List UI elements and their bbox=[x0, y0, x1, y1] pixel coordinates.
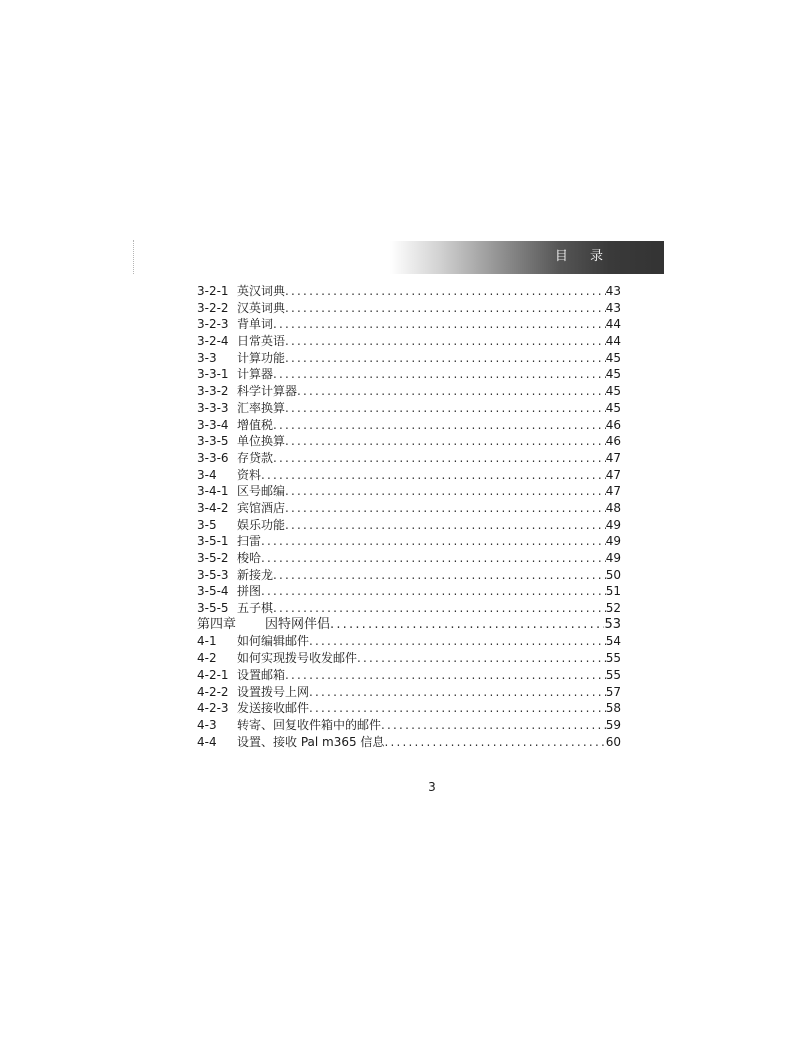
toc-entry[interactable] bbox=[197, 583, 621, 600]
toc-entry-number: 3-4 bbox=[197, 467, 217, 482]
toc-entry[interactable] bbox=[197, 533, 621, 550]
toc-leader-dots bbox=[273, 600, 606, 617]
toc-entry-title: 增值税 bbox=[237, 417, 274, 432]
toc-entry-title: 汉英词典 bbox=[237, 300, 286, 315]
toc-entry-number: 3-5-1 bbox=[197, 534, 229, 549]
toc-leader-dots bbox=[261, 583, 606, 600]
toc-entry-title: 因特网伴侣 bbox=[265, 616, 331, 632]
toc-entry-title: 拼图 bbox=[237, 584, 262, 599]
toc-entry-page: 45 bbox=[605, 384, 621, 399]
toc-entry-title: 设置拨号上网 bbox=[237, 684, 310, 699]
toc-leader-dots bbox=[381, 717, 606, 734]
toc-entry-page: 47 bbox=[605, 484, 621, 499]
toc-entry-page: 45 bbox=[605, 367, 621, 382]
toc-entry-page: 58 bbox=[605, 701, 621, 716]
toc-entry-page: 54 bbox=[605, 634, 621, 649]
toc-entry-page: 46 bbox=[605, 434, 621, 449]
toc-leader-dots bbox=[285, 400, 606, 417]
toc-leader-dots bbox=[285, 283, 606, 300]
toc-entry[interactable] bbox=[197, 734, 621, 751]
section-title: 目 录 bbox=[554, 249, 612, 264]
toc-entry-page: 55 bbox=[605, 667, 621, 682]
toc-entry-page: 43 bbox=[605, 284, 621, 298]
toc-entry-page: 49 bbox=[605, 534, 621, 549]
toc-entry-page: 44 bbox=[605, 334, 621, 349]
toc-leader-dots bbox=[261, 550, 606, 567]
toc-entry-page: 44 bbox=[605, 317, 621, 332]
margin-guide-line bbox=[133, 240, 134, 274]
toc-entry-number: 4-1 bbox=[197, 634, 217, 649]
toc-entry[interactable] bbox=[197, 717, 621, 734]
toc-leader-dots bbox=[285, 517, 606, 534]
toc-entry-page: 43 bbox=[605, 300, 621, 315]
toc-leader-dots bbox=[273, 417, 606, 434]
toc-entry-page: 50 bbox=[605, 567, 621, 582]
toc-entry-number: 4-2 bbox=[197, 651, 217, 666]
toc-entry-number: 3-5-4 bbox=[197, 584, 229, 599]
toc-entry[interactable] bbox=[197, 333, 621, 350]
toc-entry-number: 第四章 bbox=[197, 616, 237, 632]
table-of-contents bbox=[197, 283, 621, 750]
toc-leader-dots bbox=[273, 366, 606, 383]
toc-entry-page: 45 bbox=[605, 350, 621, 365]
toc-leader-dots bbox=[285, 667, 606, 684]
toc-entry[interactable] bbox=[197, 667, 621, 684]
toc-entry[interactable] bbox=[197, 633, 621, 650]
toc-entry-number: 3-2-3 bbox=[197, 317, 229, 332]
toc-entry-title: 如何编辑邮件 bbox=[237, 634, 310, 649]
toc-entry-number: 3-5-3 bbox=[197, 567, 229, 582]
toc-entry-title: 背单词 bbox=[237, 317, 274, 332]
toc-leader-dots bbox=[273, 450, 606, 467]
toc-entry-number: 3-4-2 bbox=[197, 500, 229, 515]
toc-entry-title: 五子棋 bbox=[237, 601, 274, 616]
toc-leader-dots bbox=[297, 383, 606, 400]
toc-entry-page: 51 bbox=[605, 584, 621, 599]
toc-entry[interactable] bbox=[197, 433, 621, 450]
toc-leader-dots bbox=[330, 617, 604, 634]
toc-entry-page: 45 bbox=[605, 400, 621, 415]
toc-entry[interactable] bbox=[197, 450, 621, 467]
toc-entry[interactable] bbox=[197, 316, 621, 333]
toc-entry[interactable] bbox=[197, 600, 621, 617]
toc-entry[interactable] bbox=[197, 300, 621, 317]
toc-entry-title: 如何实现拨号收发邮件 bbox=[237, 651, 358, 666]
toc-entry-number: 3-4-1 bbox=[197, 484, 229, 499]
toc-leader-dots bbox=[285, 500, 606, 517]
toc-entry-number: 3-3-4 bbox=[197, 417, 229, 432]
toc-entry-page: 57 bbox=[605, 684, 621, 699]
toc-entry-title: 扫雷 bbox=[237, 534, 262, 549]
toc-entry-page: 49 bbox=[605, 551, 621, 565]
section-header-bar bbox=[390, 241, 664, 274]
toc-entry-title: 梭哈 bbox=[237, 551, 262, 565]
toc-leader-dots bbox=[384, 734, 605, 751]
toc-leader-dots bbox=[285, 433, 606, 450]
toc-entry-title: 单位换算 bbox=[237, 434, 286, 449]
toc-entry-page: 47 bbox=[605, 467, 621, 482]
toc-entry-number: 4-2-1 bbox=[197, 667, 229, 682]
toc-leader-dots bbox=[309, 633, 606, 650]
toc-entry-number: 3-3-1 bbox=[197, 367, 229, 382]
toc-entry-page: 48 bbox=[605, 500, 621, 515]
toc-leader-dots bbox=[357, 650, 606, 667]
toc-entry[interactable] bbox=[197, 467, 621, 484]
toc-entry-number: 3-3-2 bbox=[197, 384, 229, 399]
toc-entry-title: 计算功能 bbox=[237, 350, 286, 365]
toc-entry-number: 3-5-2 bbox=[197, 551, 229, 565]
toc-entry[interactable] bbox=[197, 684, 621, 701]
toc-leader-dots bbox=[309, 700, 606, 717]
toc-entry[interactable] bbox=[197, 366, 621, 383]
toc-entry-number: 3-3 bbox=[197, 350, 217, 365]
toc-entry-number: 4-4 bbox=[197, 734, 217, 749]
toc-entry[interactable] bbox=[197, 700, 621, 717]
toc-entry[interactable] bbox=[197, 650, 621, 667]
toc-entry[interactable] bbox=[197, 417, 621, 434]
toc-leader-dots bbox=[273, 567, 606, 584]
toc-leader-dots bbox=[285, 300, 606, 317]
toc-entry-title: 汇率换算 bbox=[237, 400, 286, 415]
toc-entry-title: 设置邮箱 bbox=[237, 667, 286, 682]
toc-entry[interactable] bbox=[197, 550, 621, 567]
toc-entry[interactable] bbox=[197, 567, 621, 584]
toc-entry-number: 3-2-4 bbox=[197, 334, 229, 349]
page-number: 3 bbox=[428, 780, 436, 794]
toc-entry-title: 区号邮编 bbox=[237, 484, 286, 499]
toc-entry-number: 3-5 bbox=[197, 517, 217, 532]
toc-entry-number: 4-2-3 bbox=[197, 701, 229, 716]
toc-entry-number: 3-3-3 bbox=[197, 400, 229, 415]
toc-entry-page: 49 bbox=[605, 517, 621, 532]
toc-entry-title: 存贷款 bbox=[237, 450, 274, 465]
toc-entry[interactable] bbox=[197, 483, 621, 500]
toc-leader-dots bbox=[285, 483, 606, 500]
toc-entry-title: 计算器 bbox=[237, 367, 274, 382]
toc-entry-number: 3-5-5 bbox=[197, 601, 229, 616]
toc-entry[interactable] bbox=[197, 283, 621, 300]
toc-leader-dots bbox=[285, 350, 606, 367]
toc-entry[interactable] bbox=[197, 617, 621, 634]
toc-entry-page: 46 bbox=[605, 417, 621, 432]
toc-entry-title: 娱乐功能 bbox=[237, 517, 286, 532]
toc-entry[interactable] bbox=[197, 350, 621, 367]
toc-entry-title: 日常英语 bbox=[237, 334, 286, 349]
toc-entry-title: 宾馆酒店 bbox=[237, 500, 286, 515]
toc-entry-number: 3-3-5 bbox=[197, 434, 229, 449]
toc-entry-title: 新接龙 bbox=[237, 567, 274, 582]
toc-leader-dots bbox=[273, 316, 606, 333]
toc-entry-page: 59 bbox=[605, 717, 621, 732]
toc-entry-page: 47 bbox=[605, 450, 621, 465]
toc-leader-dots bbox=[261, 533, 606, 550]
toc-entry-number: 4-2-2 bbox=[197, 684, 229, 699]
toc-entry-title: 英汉词典 bbox=[237, 284, 286, 298]
toc-entry-number: 3-2-1 bbox=[197, 284, 229, 298]
toc-entry[interactable] bbox=[197, 383, 621, 400]
toc-leader-dots bbox=[309, 684, 606, 701]
toc-entry-title: 科学计算器 bbox=[237, 384, 298, 399]
toc-entry-page: 60 bbox=[605, 734, 621, 749]
toc-entry-number: 3-2-2 bbox=[197, 300, 229, 315]
toc-entry-title: 资料 bbox=[237, 467, 262, 482]
toc-entry-title: 转寄、回复收件箱中的邮件 bbox=[237, 717, 382, 732]
toc-leader-dots bbox=[261, 467, 606, 484]
toc-entry[interactable] bbox=[197, 517, 621, 534]
toc-entry-page: 53 bbox=[604, 616, 621, 632]
toc-entry-page: 52 bbox=[605, 601, 621, 616]
toc-entry-title: 设置、接收 Pal m365 信息 bbox=[237, 734, 385, 749]
toc-leader-dots bbox=[285, 333, 606, 350]
toc-entry-number: 3-3-6 bbox=[197, 450, 229, 465]
toc-entry-number: 4-3 bbox=[197, 717, 217, 732]
toc-entry-title: 发送接收邮件 bbox=[237, 701, 310, 716]
toc-entry[interactable] bbox=[197, 400, 621, 417]
toc-entry-page: 55 bbox=[605, 651, 621, 666]
toc-entry[interactable] bbox=[197, 500, 621, 517]
